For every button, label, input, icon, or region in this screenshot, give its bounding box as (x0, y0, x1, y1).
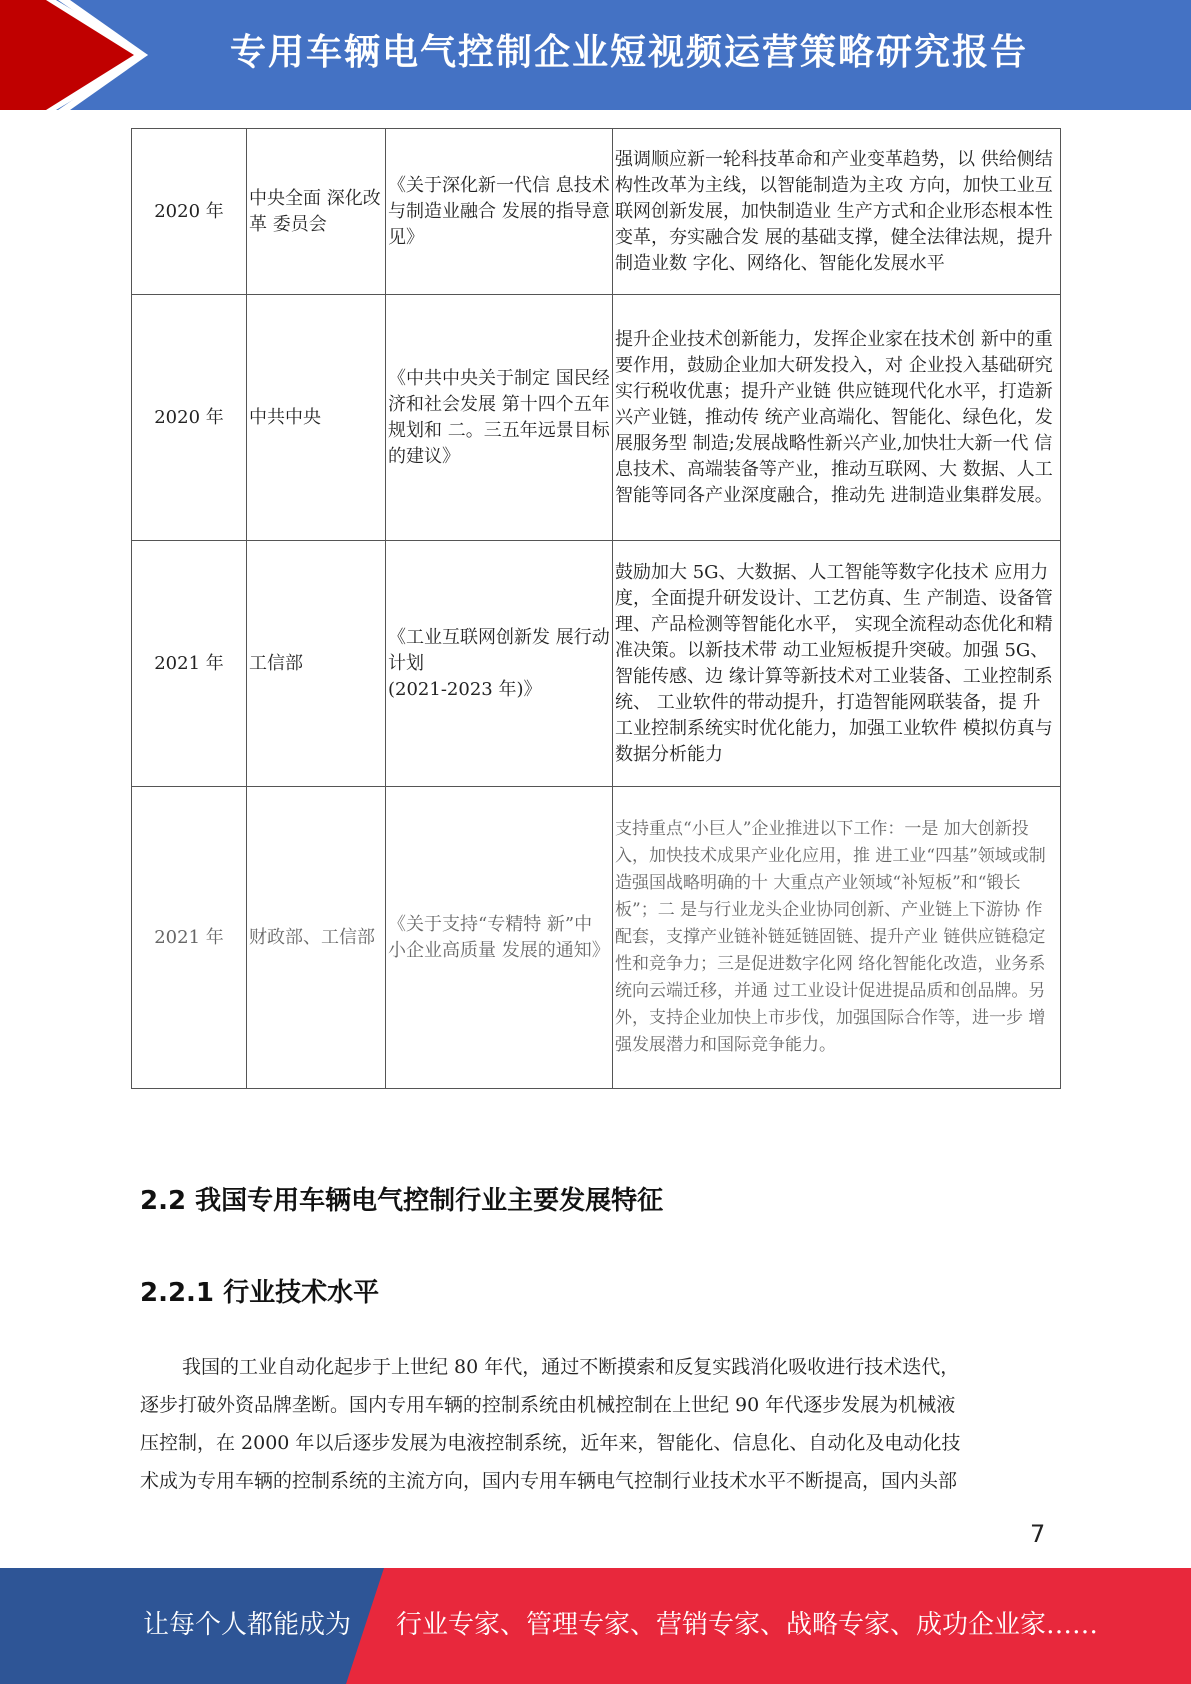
content-cell: 提升企业技术创新能力，发挥企业家在技术创 新中的重要作用，鼓励企业加大研发投入，对 企业投入基础研究实行税收优惠；提升产业链 供应链现代化水平，打造新兴产业链，推动传 统产业高端化、智能化、绿色化，发展服务型 制造;发展战略性新兴产业,加快壮大新一代 信息技术、高端装备等产业，推动互联网、大 数据、人工智能等同各产业深度融合，推动先 进制造业集群发展。 (613, 295, 1061, 541)
document-cell: 《中共中央关于制定 国民经济和社会发展 第十四个五年规划和 二。三五年远景目标 的建议》 (386, 295, 613, 541)
issuer-cell: 中共中央 (247, 295, 386, 541)
table-row (132, 541, 1061, 787)
table-row (132, 295, 1061, 541)
issuer-cell: 财政部、工信部 (247, 787, 386, 1089)
footer-slogan-left: 让每个人都能成为 (143, 1610, 352, 1640)
year-cell: 2020 年 (132, 295, 247, 541)
paragraph-line: 术成为专用车辆的控制系统的主流方向，国内专用车辆电气控制行业技术水平不断提高，国内头部 (140, 1470, 958, 1492)
year-cell: 2021 年 (132, 787, 247, 1089)
content-cell: 鼓励加大 5G、大数据、人工智能等数字化技术 应用力度，全面提升研发设计、工艺仿真、生 产制造、设备管理、产品检测等智能化水平， 实现全流程动态优化和精准决策。以新技术带 动工业短板提升突破。加强 5G、智能传感、边 缘计算等新技术对工业装备、工业控制系统、 工业软件的带动提升，打造智能网联装备，提 升工业控制系统实时优化能力，加强工业软件 模拟仿真与数据分析能力 (613, 541, 1061, 787)
page-header (0, 0, 1191, 110)
paragraph-line: 压控制，在 2000 年以后逐步发展为电液控制系统，近年来，智能化、信息化、自动化及电动化技 (140, 1432, 961, 1454)
header-arrow-shape (0, 0, 170, 110)
year-cell: 2020 年 (132, 129, 247, 295)
table-row (132, 787, 1061, 1089)
paragraph-line: 我国的工业自动化起步于上世纪 80 年代，通过不断摸索和反复实践消化吸收进行技术迭代， (182, 1356, 960, 1378)
document-cell: 《关于深化新一代信 息技术与制造业融合 发展的指导意见》 (386, 129, 613, 295)
document-title-line: 《工业互联网创新发 展行动计划 (388, 626, 610, 674)
issuer-cell: 中央全面 深化改革 委员会 (247, 129, 386, 295)
content-cell: 支持重点“小巨人”企业推进以下工作：一是 加大创新投入，加快技术成果产业化应用，推 进工业“四基”领域或制造强国战略明确的十 大重点产业领域“补短板”和“锻长板”；二 是与行业龙头企业协同创新、产业链上下游协 作配套，支撑产业链补链延链固链、提升产业 链供应链稳定性和竞争力；三是促进数字化网 络化智能化改造，业务系统向云端迁移，并通 过工业设计促进提品质和创品牌。另外，支持企业加快上市步伐，加强国际合作等，进一步 增强发展潜力和国际竞争能力。 (613, 787, 1061, 1089)
content-cell: 强调顺应新一轮科技革命和产业变革趋势，以 供给侧结构性改革为主线，以智能制造为主攻 方向，加快工业互联网创新发展，加快制造业 生产方式和企业形态根本性变革，夯实融合发 展的基础支撑，健全法律法规，提升制造业数 字化、网络化、智能化发展水平 (613, 129, 1061, 295)
policy-table (131, 128, 1061, 1089)
year-cell: 2021 年 (132, 541, 247, 787)
body-paragraph (140, 1348, 1060, 1500)
page-number: 7 (1030, 1520, 1046, 1548)
paragraph-line: 逐步打破外资品牌垄断。国内专用车辆的控制系统由机械控制在上世纪 90 年代逐步发展为机械液 (140, 1394, 956, 1416)
issuer-cell: 工信部 (247, 541, 386, 787)
document-cell: 《关于支持“专精特 新”中小企业高质量 发展的通知》 (386, 787, 613, 1089)
footer-slogan-right: 行业专家、管理专家、营销专家、战略专家、成功企业家…… (396, 1610, 1099, 1640)
report-title: 专用车辆电气控制企业短视频运营策略研究报告 (230, 32, 1029, 73)
section-heading: 2.2 我国专用车辆电气控制行业主要发展特征 (140, 1186, 664, 1216)
document-cell (386, 541, 613, 787)
table-row (132, 129, 1061, 295)
page-footer (0, 1568, 1191, 1684)
subsection-heading: 2.2.1 行业技术水平 (140, 1278, 380, 1308)
document-title-line: (2021-2023 年)》 (388, 678, 542, 700)
